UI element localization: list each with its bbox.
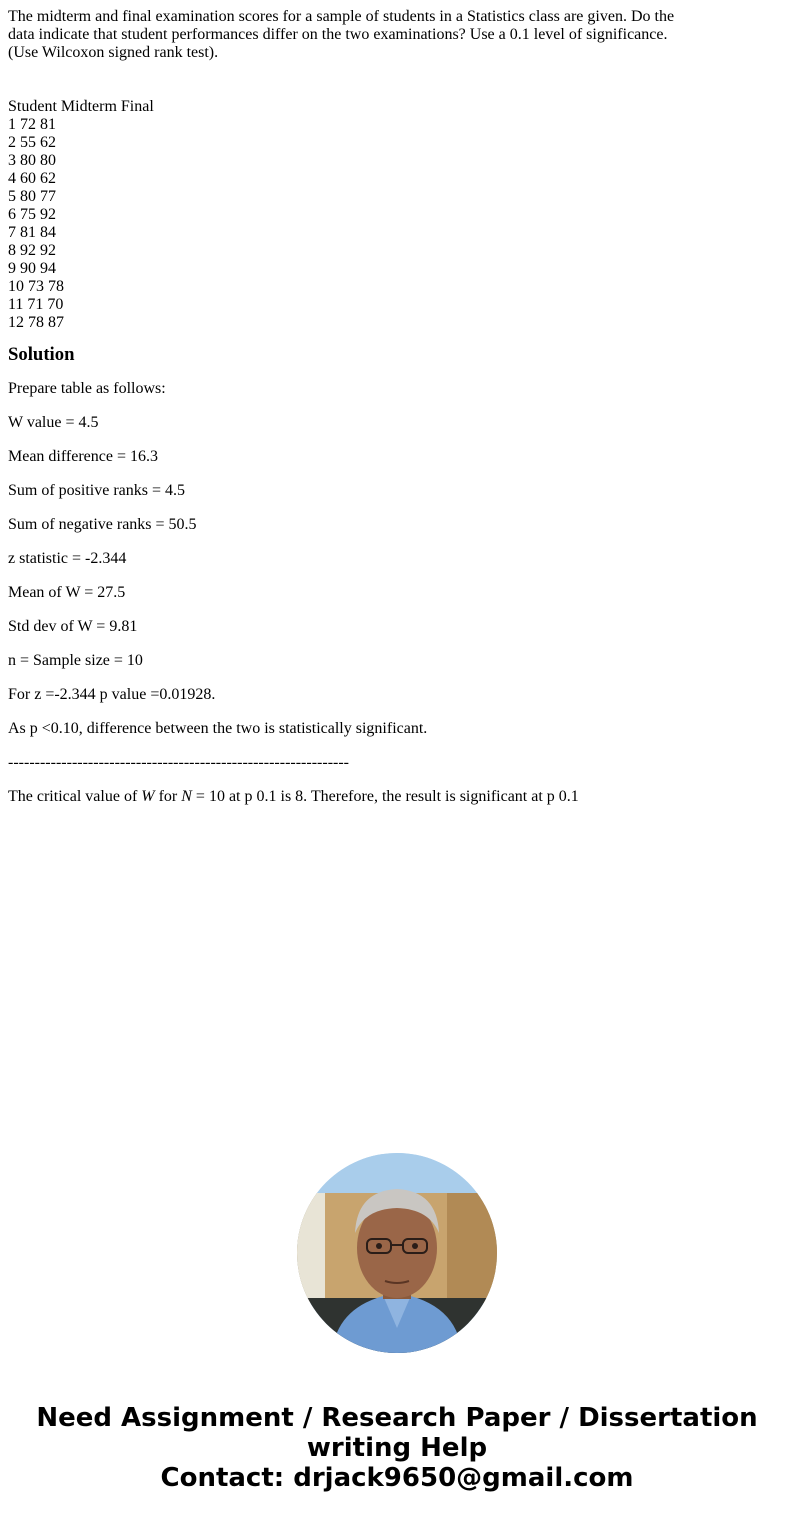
solution-line: Sum of negative ranks = 50.5: [8, 516, 197, 533]
table-row: 3 80 80: [8, 152, 56, 169]
table-row: 4 60 62: [8, 170, 56, 187]
solution-line: As p <0.10, difference between the two is statistically significant.: [8, 720, 428, 737]
footer-promo: [0, 1153, 794, 1493]
table-row: 1 72 81: [8, 116, 56, 133]
solution-line: Std dev of W = 9.81: [8, 618, 138, 635]
person-photo-icon: [297, 1153, 497, 1353]
table-row: 5 80 77: [8, 188, 56, 205]
table-row: 6 75 92: [8, 206, 56, 223]
promo-text: [0, 1403, 794, 1493]
contact-email: Contact: drjack9650@gmail.com: [160, 1463, 634, 1493]
question-text: [8, 8, 688, 62]
solution-line: Mean difference = 16.3: [8, 448, 158, 465]
question-line-3: (Use Wilcoxon signed rank test).: [8, 44, 219, 61]
scores-table: [8, 98, 786, 332]
solution-line: Mean of W = 27.5: [8, 584, 126, 601]
spacer: [8, 62, 786, 98]
critical-n-symbol: N: [181, 788, 192, 805]
question-line-1: The midterm and final examination scores for a sample of students in a Statistics class are given. Do the: [8, 8, 675, 25]
table-row: 12 78 87: [8, 314, 64, 331]
table-row: 7 81 84: [8, 224, 56, 241]
solution-line: For z =-2.344 p value =0.01928.: [8, 686, 216, 703]
critical-w-symbol: W: [141, 788, 155, 805]
promo-line-1: Need Assignment / Research Paper / Dissertation: [36, 1403, 758, 1433]
critical-text-1: The critical value of: [8, 788, 142, 805]
table-row: 11 71 70: [8, 296, 64, 313]
critical-text-2: for: [154, 788, 182, 805]
solution-line: n = Sample size = 10: [8, 652, 143, 669]
solution-line: W value = 4.5: [8, 414, 99, 431]
promo-line-2: writing Help: [306, 1433, 488, 1463]
question-line-2: data indicate that student performances differ on the two examinations? Use a 0.1 level of significance.: [8, 26, 668, 43]
solution-line: z statistic = -2.344: [8, 550, 127, 567]
solution-line: Prepare table as follows:: [8, 380, 166, 397]
separator-line: ----------------------------------------------------------------: [8, 754, 349, 771]
table-header: Student Midterm Final: [8, 98, 154, 115]
solution-heading: Solution: [8, 344, 75, 365]
table-row: 2 55 62: [8, 134, 56, 151]
table-row: 10 73 78: [8, 278, 64, 295]
critical-value-line: [8, 788, 786, 806]
table-row: 9 90 94: [8, 260, 56, 277]
table-row: 8 92 92: [8, 242, 56, 259]
critical-text-3: = 10 at p 0.1 is 8. Therefore, the result is significant at p 0.1: [191, 788, 579, 805]
solution-line: Sum of positive ranks = 4.5: [8, 482, 186, 499]
